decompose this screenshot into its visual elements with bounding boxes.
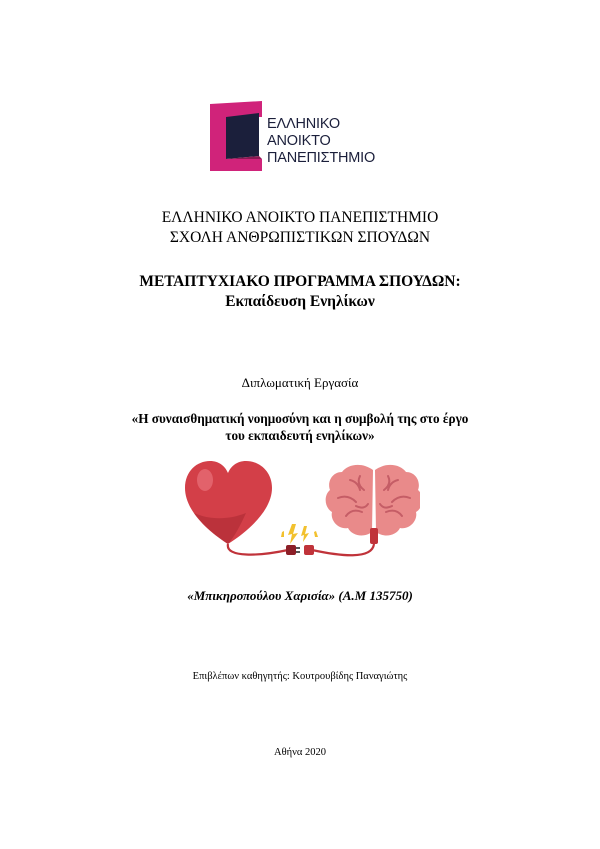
cable-icon: [228, 544, 374, 555]
program-title: ΜΕΤΑΠΤΥΧΙΑΚΟ ΠΡΟΓΡΑΜΜΑ ΣΠΟΥΔΩΝ:: [139, 273, 461, 290]
logo-line-1: ΕΛΛΗΝΙΚΟ: [267, 116, 340, 132]
heart-brain-illustration: [180, 458, 420, 573]
spark-icon: [281, 524, 318, 544]
logo-line-3: ΠΑΝΕΠΙΣΤΗΜΙΟ: [267, 150, 376, 166]
thesis-title-line-2: του εκπαιδευτή ενηλίκων»: [225, 428, 375, 443]
supervisor: Επιβλέπων καθηγητής: Κουτρουβίδης Παναγιώτης: [192, 671, 408, 682]
logo-wordmark: [267, 116, 375, 167]
date-place: Αθήνα 2020: [274, 747, 326, 758]
brain-icon: [326, 465, 420, 544]
thesis-title-line-1: «Η συναισθηματική νοημοσύνη και η συμβολή της στο έργο: [131, 411, 469, 426]
university-logo: [207, 101, 397, 176]
university-name: ΕΛΛΗΝΙΚΟ ΑΝΟΙΚΤΟ ΠΑΝΕΠΙΣΤΗΜΙΟ: [161, 209, 439, 226]
logo-line-2: ΑΝΟΙΚΤΟ: [267, 133, 331, 149]
heart-icon: [185, 461, 272, 544]
thesis-type: Διπλωματική Εργασία: [241, 375, 359, 390]
school-name: ΣΧΟΛΗ ΑΝΘΡΩΠΙΣΤΙΚΩΝ ΣΠΟΥΔΩΝ: [169, 229, 431, 246]
logo-mark-icon: [207, 101, 265, 176]
author-name: «Μπικηροπούλου Χαρισία» (Α.Μ 135750): [187, 588, 413, 603]
program-subtitle: Εκπαίδευση Ενηλίκων: [225, 293, 375, 310]
plug-icon: [286, 545, 314, 555]
